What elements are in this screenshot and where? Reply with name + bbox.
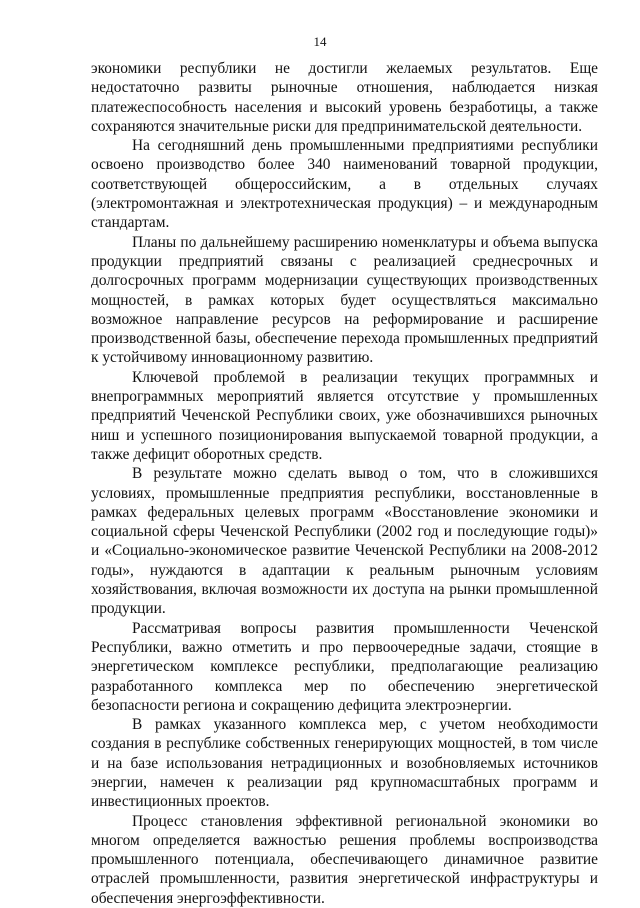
paragraph-generating-capacity: В рамках указанного комплекса мер, с учетом необходимости создания в республике собственных генерирующих мощностей, в том числе и на базе использования нетрадиционных и возобновляемых источников энергии, намечен к реализации ряд крупномасштабных программ и инвестиционных проектов.: [91, 716, 598, 811]
paragraph-regional-economy: Процесс становления эффективной региональной экономики во многом определяется важностью решения проблемы воспроизводства промышленного потенциала, обеспечивающего динамичное развитие отраслей промышленности, развития энергетической инфраструктуры и обеспечения энергоэффективности.: [91, 812, 598, 907]
paragraph-energy-tasks: Рассматривая вопросы развития промышленности Чеченской Республики, важно отметить и про первоочередные задачи, стоящие в энергетическом комплексе республики, предполагающие реализацию разработанного комплекса мер по обеспечению энергетической безопасности региона и сокращению дефицита электроэнергии.: [91, 619, 598, 714]
paragraph-product-output: На сегодняшний день промышленными предприятиями республики освоено производство более 340 наименований товарной продукции, соответствующей общероссийским, а в отдельных случаях (электромонтажная и электротехническая продукция) – и международным стандартам.: [91, 137, 598, 232]
paragraph-key-problem: Ключевой проблемой в реализации текущих программных и внепрограммных мероприятий является отсутствие у промышленных предприятий Чеченской Республики своих, уже обозначившихся рыночных ниш и успешного позиционирования выпускаемой товарной продукции, а также дефицит оборотных средств.: [91, 368, 598, 463]
paragraph-conclusion: В результате можно сделать вывод о том, что в сложившихся условиях, промышленные предприятия республики, восстановленные в рамках федеральных целевых программ «Восстановление экономики и социальной сферы Чеченской Республики (2002 год и последующие годы)» и «Социально-экономическое развитие Чеченской Республики на 2008-2012 годы», нуждаются в адаптации к реальным рыночным условиям хозяйствования, включая возможности их доступа на рынки промышленной продукции.: [91, 465, 598, 618]
paragraph-continuation: экономики республики не достигли желаемых результатов. Еще недостаточно развиты рыночные отношения, наблюдается низкая платежеспособность населения и высокий уровень безработицы, а также сохраняются значительные риски для предпринимательской деятельности.: [91, 60, 598, 135]
paragraph-modernization-plans: Планы по дальнейшему расширению номенклатуры и объема выпуска продукции предприятий связаны с реализацией среднесрочных и долгосрочных программ модернизации существующих производственных мощностей, в рамках которых будет осуществляться максимально возможное направление ресурсов на реформирование и расширение производственной базы, обеспечение перехода промышленных предприятий к устойчивому инновационному развитию.: [91, 233, 598, 367]
document-body: [91, 59, 598, 908]
page-number: 14: [313, 34, 327, 49]
